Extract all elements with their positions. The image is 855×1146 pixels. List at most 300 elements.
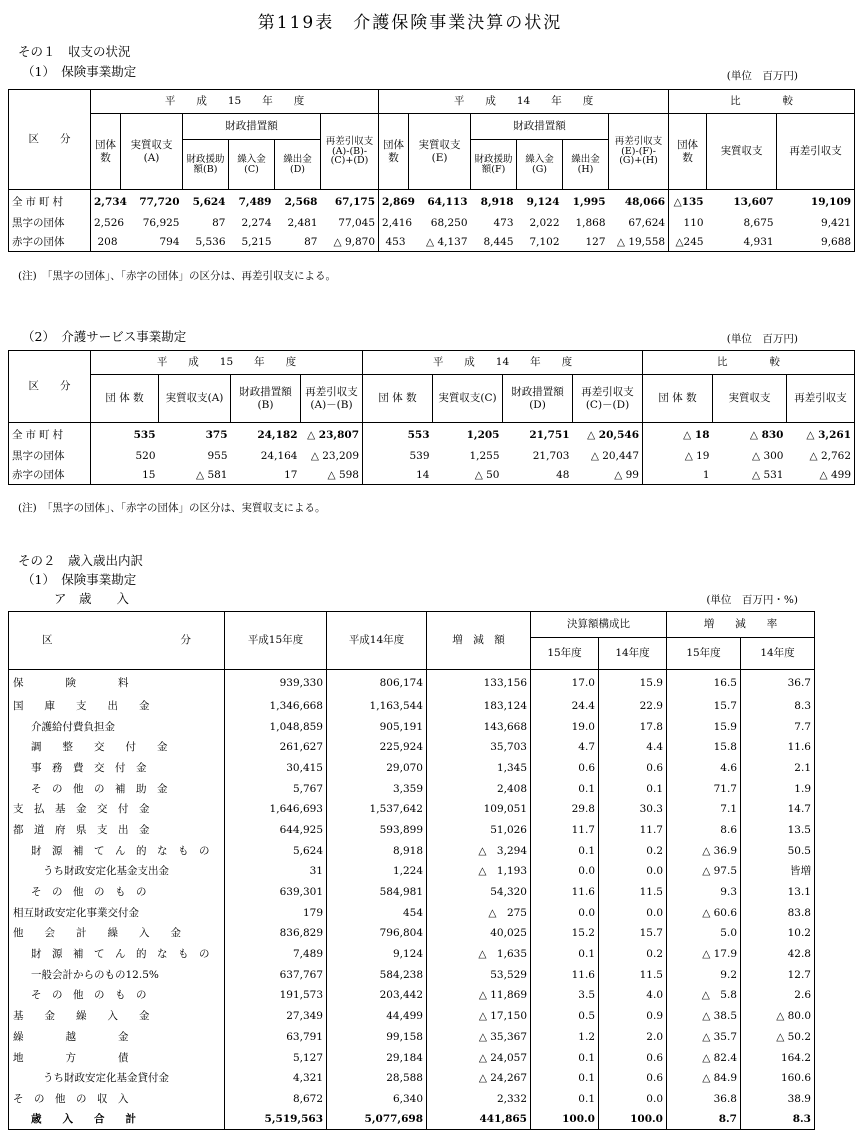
row-label: 黒字の団体 <box>9 447 91 466</box>
table-cell: 29.8 <box>531 799 599 820</box>
row-label: そ の 他 の 補 助 金 <box>9 778 225 799</box>
row-label: 他 会 計 繰 入 金 <box>9 923 225 944</box>
table-cell: 8,918 <box>471 190 517 214</box>
row-label: そ の 他 の も の <box>9 882 225 903</box>
table-cell: 2,526 <box>94 216 125 229</box>
table-cell: 11.6 <box>741 737 815 758</box>
table-cell: △ 300 <box>752 449 784 462</box>
table-cell: 14.7 <box>741 799 815 820</box>
table-cell: △ 17,150 <box>427 1006 531 1027</box>
table-row <box>9 423 855 447</box>
table-cell: 110 <box>683 216 704 229</box>
table-cell: 28,588 <box>327 1068 427 1089</box>
table-row <box>9 1027 815 1048</box>
table-cell: △ 23,807 <box>301 423 363 447</box>
table-cell: 191,573 <box>225 985 327 1006</box>
h14-header: 平成14年度 <box>327 612 427 670</box>
table-cell: △ 9,870 <box>321 233 379 252</box>
row-label: 赤字の団体 <box>9 233 91 252</box>
h14-header: 平 成 14 年 度 <box>379 90 669 114</box>
column-header: 団 体 数 <box>363 375 433 423</box>
dantai-header-14: 団体数 <box>379 114 409 190</box>
table-cell: 71.7 <box>667 778 741 799</box>
table-cell: 0.6 <box>599 1068 667 1089</box>
table-cell: △ 24,267 <box>427 1068 531 1089</box>
table-cell: 68,250 <box>430 216 468 229</box>
table-cell: 836,829 <box>225 923 327 944</box>
table-cell: 9.3 <box>667 882 741 903</box>
table-cell: 0.1 <box>531 778 599 799</box>
dantai-header: 団体数 <box>91 114 121 190</box>
table-cell: 9,421 <box>777 214 855 233</box>
table-row <box>9 778 815 799</box>
table-1-subheading: （1） 保険事業勘定 <box>22 64 137 79</box>
table-row <box>9 861 815 882</box>
table-cell: 2.6 <box>741 985 815 1006</box>
table-cell: 0.0 <box>599 1089 667 1110</box>
table-cell: 24.4 <box>531 696 599 717</box>
table-cell: 0.1 <box>531 1089 599 1110</box>
table-cell: 584,238 <box>327 964 427 985</box>
table-row <box>9 964 815 985</box>
table-cell: 1,537,642 <box>327 799 427 820</box>
table-cell: △ 499 <box>787 466 855 485</box>
table-cell: 0.5 <box>531 1006 599 1027</box>
table-cell: 4,931 <box>707 233 777 252</box>
kurishutsu-h-header: 繰出金(H) <box>563 140 609 190</box>
column-header: 団 体 数 <box>91 375 159 423</box>
table-cell: 3.5 <box>531 985 599 1006</box>
table-cell: 15.7 <box>667 696 741 717</box>
table-cell: 13.5 <box>741 820 815 841</box>
table-cell: 1,646,693 <box>225 799 327 820</box>
table-cell: 955 <box>207 449 228 462</box>
table-cell: 11.6 <box>531 882 599 903</box>
table-cell: 553 <box>363 423 433 447</box>
table-cell: △ 99 <box>573 466 643 485</box>
table-cell: 1 <box>643 466 713 485</box>
table-cell: 1,345 <box>427 758 531 779</box>
table-cell: △ 581 <box>159 466 231 485</box>
table-cell: 1,255 <box>469 449 500 462</box>
ritsu-14-header: 14年度 <box>741 638 815 670</box>
table-cell: 5,519,563 <box>225 1109 327 1130</box>
table-cell: 2,022 <box>529 216 560 229</box>
jisshitsu-a-header: 実質収支(A) <box>121 114 183 190</box>
table-cell: △ 20,447 <box>573 447 643 466</box>
table-2-subheading: （2） 介護サービス事業勘定 <box>22 329 187 344</box>
table-cell: 35,703 <box>427 737 531 758</box>
table-cell: 11.6 <box>531 964 599 985</box>
table-cell: 24,182 <box>231 423 301 447</box>
table-cell: 0.6 <box>531 758 599 779</box>
table-cell: 1.2 <box>531 1027 599 1048</box>
table-cell: △ 38.5 <box>667 1006 741 1027</box>
table-cell: 8.3 <box>741 696 815 717</box>
bun-label: 分 <box>180 634 191 647</box>
table-cell: △ 84.9 <box>667 1068 741 1089</box>
kurishutsu-d-header: 繰出金(D) <box>275 140 321 190</box>
table-cell: △ 24,057 <box>427 1047 531 1068</box>
table-cell: 8,675 <box>743 216 774 229</box>
table-cell: 9.2 <box>667 964 741 985</box>
table-cell: 13,607 <box>707 190 777 214</box>
table-row <box>9 985 815 1006</box>
table-cell: 0.0 <box>531 861 599 882</box>
table-cell: 806,174 <box>327 670 427 696</box>
kubun-header: 区 分 <box>9 351 91 423</box>
table-row <box>9 670 815 696</box>
table-cell: 17 <box>231 466 301 485</box>
table-cell: △ 5.8 <box>667 985 741 1006</box>
table-cell: 520 <box>135 449 156 462</box>
table-cell: 12.7 <box>741 964 815 985</box>
row-label: 都 道 府 県 支 出 金 <box>9 820 225 841</box>
care-service-balance-table <box>8 350 855 485</box>
table-cell: 261,627 <box>225 737 327 758</box>
table-row <box>9 214 855 233</box>
table-cell: 584,981 <box>327 882 427 903</box>
table-cell: 11.5 <box>599 882 667 903</box>
row-label: そ の 他 の 収 入 <box>9 1089 225 1110</box>
table-cell: 0.2 <box>599 944 667 965</box>
table-cell: 29,184 <box>327 1047 427 1068</box>
table-cell: 3,359 <box>327 778 427 799</box>
table-cell: 9,124 <box>327 944 427 965</box>
table-cell: 0.0 <box>599 902 667 923</box>
table-cell: △ 275 <box>427 902 531 923</box>
table-row <box>9 840 815 861</box>
table-cell: △ 20,546 <box>573 423 643 447</box>
table-row <box>9 1047 815 1068</box>
section-1-heading: その１ 収支の状況 <box>18 44 131 59</box>
table-cell: 0.1 <box>531 1047 599 1068</box>
table-cell: 0.0 <box>599 861 667 882</box>
column-header: 実質収支(A) <box>159 375 231 423</box>
row-label: 介護給付費負担金 <box>9 716 225 737</box>
table-cell: 535 <box>91 423 159 447</box>
h14-header: 平 成 14 年 度 <box>363 351 643 375</box>
row-label: 赤字の団体 <box>9 466 91 485</box>
table-row <box>9 466 855 485</box>
row-label: 事 務 費 交 付 金 <box>9 758 225 779</box>
table-row <box>9 902 815 923</box>
table-cell: 7.1 <box>667 799 741 820</box>
table-cell: 143,668 <box>427 716 531 737</box>
table-cell: 40,025 <box>427 923 531 944</box>
table-cell: △ 36.9 <box>667 840 741 861</box>
table-cell: △245 <box>669 233 707 252</box>
table-cell: 2,274 <box>241 216 272 229</box>
row-label: 一般会計からのもの12.5% <box>9 964 225 985</box>
table-cell: 11.5 <box>599 964 667 985</box>
table-cell: 183,124 <box>427 696 531 717</box>
row-label: 歳 入 合 計 <box>9 1109 225 1130</box>
table-3-subsub: ア 歳 入 <box>54 591 130 606</box>
hikaku-header: 比 較 <box>669 90 855 114</box>
table-cell: 30.3 <box>599 799 667 820</box>
table-cell: 67,175 <box>321 190 379 214</box>
table-cell: 51,026 <box>427 820 531 841</box>
row-label: 相互財政安定化事業交付金 <box>9 902 225 923</box>
ritsu-15-header: 15年度 <box>667 638 741 670</box>
table-cell: 7,489 <box>225 944 327 965</box>
row-label: 基 金 繰 入 金 <box>9 1006 225 1027</box>
table-cell: 67,624 <box>609 214 669 233</box>
table-cell: 15.2 <box>531 923 599 944</box>
table-cell: 796,804 <box>327 923 427 944</box>
table-cell: 8.6 <box>667 820 741 841</box>
kubun-header <box>9 612 225 670</box>
kosei-header: 決算額構成比 <box>531 612 667 638</box>
table-cell: 8,445 <box>471 233 517 252</box>
row-label: 支 払 基 金 交 付 金 <box>9 799 225 820</box>
table-cell: 4.4 <box>599 737 667 758</box>
table-cell: 0.2 <box>599 840 667 861</box>
zaisei-header: 財政措置額 <box>183 114 321 140</box>
table-cell: 77,045 <box>321 214 379 233</box>
table-cell: 539 <box>409 449 430 462</box>
table-cell: 473 <box>493 216 514 229</box>
table-cell: △ 1,193 <box>427 861 531 882</box>
table-cell: 637,767 <box>225 964 327 985</box>
table-cell: 2,481 <box>287 216 318 229</box>
table-cell: 160.6 <box>741 1068 815 1089</box>
kuri-c-header: 繰入金(C) <box>229 140 275 190</box>
table-cell: 10.2 <box>741 923 815 944</box>
table-cell: △ 830 <box>713 423 787 447</box>
table-cell: 0.1 <box>599 778 667 799</box>
row-label: うち財政安定化基金支出金 <box>9 861 225 882</box>
table-cell: 0.1 <box>531 840 599 861</box>
table-cell: 15.7 <box>599 923 667 944</box>
table-cell: 42.8 <box>741 944 815 965</box>
table-row <box>9 882 815 903</box>
table-cell: 87 <box>275 233 321 252</box>
table-cell: △ 82.4 <box>667 1047 741 1068</box>
revenue-table <box>8 611 815 1130</box>
table-cell: 2,408 <box>427 778 531 799</box>
table-cell: △ 50 <box>433 466 503 485</box>
table-cell: 2,332 <box>427 1089 531 1110</box>
table-cell: 0.6 <box>599 1047 667 1068</box>
table-cell: 225,924 <box>327 737 427 758</box>
table-cell: 17.8 <box>599 716 667 737</box>
table-cell: 441,865 <box>427 1109 531 1130</box>
table-cell: △ 2,762 <box>787 447 855 466</box>
enjo-f-header: 財政援助額(F) <box>471 140 517 190</box>
table-cell: 30,415 <box>225 758 327 779</box>
page-title: 第119表 介護保険事業決算の状況 <box>257 13 563 33</box>
table-cell: 1,205 <box>433 423 503 447</box>
column-header: 再差引収支 <box>787 375 855 423</box>
row-label: 地 方 債 <box>9 1047 225 1068</box>
table-cell: 4.0 <box>599 985 667 1006</box>
table-cell: 8.7 <box>667 1109 741 1130</box>
table-cell: 1,995 <box>563 190 609 214</box>
table-cell: 19.0 <box>531 716 599 737</box>
table-cell: 19,109 <box>777 190 855 214</box>
table-1-note: (注) 「黒字の団体」、「赤字の団体」の区分は、再差引収支による。 <box>18 270 336 282</box>
table-row <box>9 1089 815 1110</box>
table-cell: 27,349 <box>225 1006 327 1027</box>
table-cell: 5,624 <box>183 190 229 214</box>
saisa-hikaku-header: 再差引収支 <box>777 114 855 190</box>
table-3-unit: (単位 百万円・%) <box>706 594 798 606</box>
kubun-label: 区 <box>42 634 53 647</box>
table-cell: △ 1,635 <box>427 944 531 965</box>
table-cell: 16.5 <box>667 670 741 696</box>
table-cell: 21,751 <box>503 423 573 447</box>
table-cell: 0.0 <box>531 902 599 923</box>
table-cell: △ 80.0 <box>741 1006 815 1027</box>
kosei-15-header: 15年度 <box>531 638 599 670</box>
table-cell: 44,499 <box>327 1006 427 1027</box>
column-header: 団 体 数 <box>643 375 713 423</box>
table-cell: △ 17.9 <box>667 944 741 965</box>
table-cell: 53,529 <box>427 964 531 985</box>
table-row <box>9 1006 815 1027</box>
table-row <box>9 758 815 779</box>
table-cell: 4.7 <box>531 737 599 758</box>
table-cell: 1,346,668 <box>225 696 327 717</box>
table-cell: 0.1 <box>531 1068 599 1089</box>
table-cell: 5,127 <box>225 1047 327 1068</box>
table-cell: 8,672 <box>225 1089 327 1110</box>
table-3-subheading: （1） 保険事業勘定 <box>22 572 137 587</box>
table-cell: 皆増 <box>741 861 815 882</box>
enjo-b-header: 財政援助額(B) <box>183 140 229 190</box>
row-label: 調 整 交 付 金 <box>9 737 225 758</box>
table-cell: △ 35,367 <box>427 1027 531 1048</box>
table-cell: 127 <box>563 233 609 252</box>
table-row <box>9 447 855 466</box>
row-label: 黒字の団体 <box>9 214 91 233</box>
table-cell: 375 <box>159 423 231 447</box>
zougen-header: 増 減 額 <box>427 612 531 670</box>
table-cell: 22.9 <box>599 696 667 717</box>
table-cell: 64,113 <box>409 190 471 214</box>
table-cell: 38.9 <box>741 1089 815 1110</box>
table-cell: 100.0 <box>531 1109 599 1130</box>
table-cell: △ 18 <box>643 423 713 447</box>
table-cell: 54,320 <box>427 882 531 903</box>
table-cell: 939,330 <box>225 670 327 696</box>
table-cell: 48,066 <box>609 190 669 214</box>
table-row <box>9 716 815 737</box>
table-cell: 208 <box>91 233 121 252</box>
table-row <box>9 233 855 252</box>
table-cell: △ 97.5 <box>667 861 741 882</box>
table-cell: 5,215 <box>229 233 275 252</box>
table-cell: △ 60.6 <box>667 902 741 923</box>
table-cell: 0.6 <box>599 758 667 779</box>
table-cell: 15 <box>91 466 159 485</box>
table-cell: 2.1 <box>741 758 815 779</box>
table-cell: 8,918 <box>327 840 427 861</box>
table-cell: △ 19 <box>684 449 710 462</box>
table-cell: 639,301 <box>225 882 327 903</box>
table-cell: 24,164 <box>260 449 298 462</box>
jisshitsu-hikaku-header: 実質収支 <box>707 114 777 190</box>
table-cell: 36.7 <box>741 670 815 696</box>
column-header: 財政措置額(B) <box>231 375 301 423</box>
h15-header: 平成15年度 <box>225 612 327 670</box>
table-cell: △ 19,558 <box>609 233 669 252</box>
table-row <box>9 923 815 944</box>
jisshitsu-e-header: 実質収支(E) <box>409 114 471 190</box>
row-label: 国 庫 支 出 金 <box>9 696 225 717</box>
table-cell: 164.2 <box>741 1047 815 1068</box>
table-cell: △135 <box>669 190 707 214</box>
table-cell: 77,720 <box>121 190 183 214</box>
ritsu-header: 増 減 率 <box>667 612 815 638</box>
table-row <box>9 944 815 965</box>
table-cell: 7,102 <box>517 233 563 252</box>
saisa-e-header: 再差引収支(E)-(F)-(G)+(H) <box>609 114 669 190</box>
table-cell: 29,070 <box>327 758 427 779</box>
table-cell: △ 531 <box>713 466 787 485</box>
table-row <box>9 1109 815 1130</box>
table-cell: 13.1 <box>741 882 815 903</box>
row-label: 全市町村 <box>9 190 91 214</box>
column-header: 再差引収支(C)－(D) <box>573 375 643 423</box>
table-cell: 76,925 <box>142 216 180 229</box>
table-row <box>9 737 815 758</box>
table-cell: 4.6 <box>667 758 741 779</box>
row-label: 繰 越 金 <box>9 1027 225 1048</box>
table-cell: △ 11,869 <box>427 985 531 1006</box>
table-cell: 133,156 <box>427 670 531 696</box>
table-2-unit: (単位 百万円) <box>726 333 798 345</box>
table-cell: 87 <box>212 216 226 229</box>
table-cell: 2,416 <box>382 216 413 229</box>
column-header: 実質収支 <box>713 375 787 423</box>
table-cell: 9,124 <box>517 190 563 214</box>
table-cell: 2.0 <box>599 1027 667 1048</box>
kosei-14-header: 14年度 <box>599 638 667 670</box>
table-cell: 15.8 <box>667 737 741 758</box>
table-cell: 2,734 <box>91 190 121 214</box>
kubun-header: 区 分 <box>9 90 91 190</box>
insurance-balance-table <box>8 89 855 252</box>
table-cell: 11.7 <box>531 820 599 841</box>
column-header: 再差引収支(A)－(B) <box>301 375 363 423</box>
table-cell: 794 <box>121 233 183 252</box>
table-cell: 2,869 <box>379 190 409 214</box>
saisa-a-header: 再差引収支(A)-(B)-(C)+(D) <box>321 114 379 190</box>
table-row <box>9 190 855 214</box>
table-cell: 1,163,544 <box>327 696 427 717</box>
table-cell: 17.0 <box>531 670 599 696</box>
kuri-g-header: 繰入金(G) <box>517 140 563 190</box>
table-cell: 4,321 <box>225 1068 327 1089</box>
table-cell: 1.9 <box>741 778 815 799</box>
table-cell: 1,224 <box>327 861 427 882</box>
hikaku-header: 比 較 <box>643 351 855 375</box>
row-label: 財 源 補 て ん 的 な も の <box>9 944 225 965</box>
table-cell: 109,051 <box>427 799 531 820</box>
table-cell: △ 598 <box>301 466 363 485</box>
h15-header: 平 成 15 年 度 <box>91 351 363 375</box>
table-cell: 15.9 <box>599 670 667 696</box>
table-cell: 0.1 <box>531 944 599 965</box>
table-cell: 83.8 <box>741 902 815 923</box>
table-cell: △ 3,261 <box>787 423 855 447</box>
row-label: そ の 他 の も の <box>9 985 225 1006</box>
column-header: 実質収支(C) <box>433 375 503 423</box>
table-cell: 50.5 <box>741 840 815 861</box>
